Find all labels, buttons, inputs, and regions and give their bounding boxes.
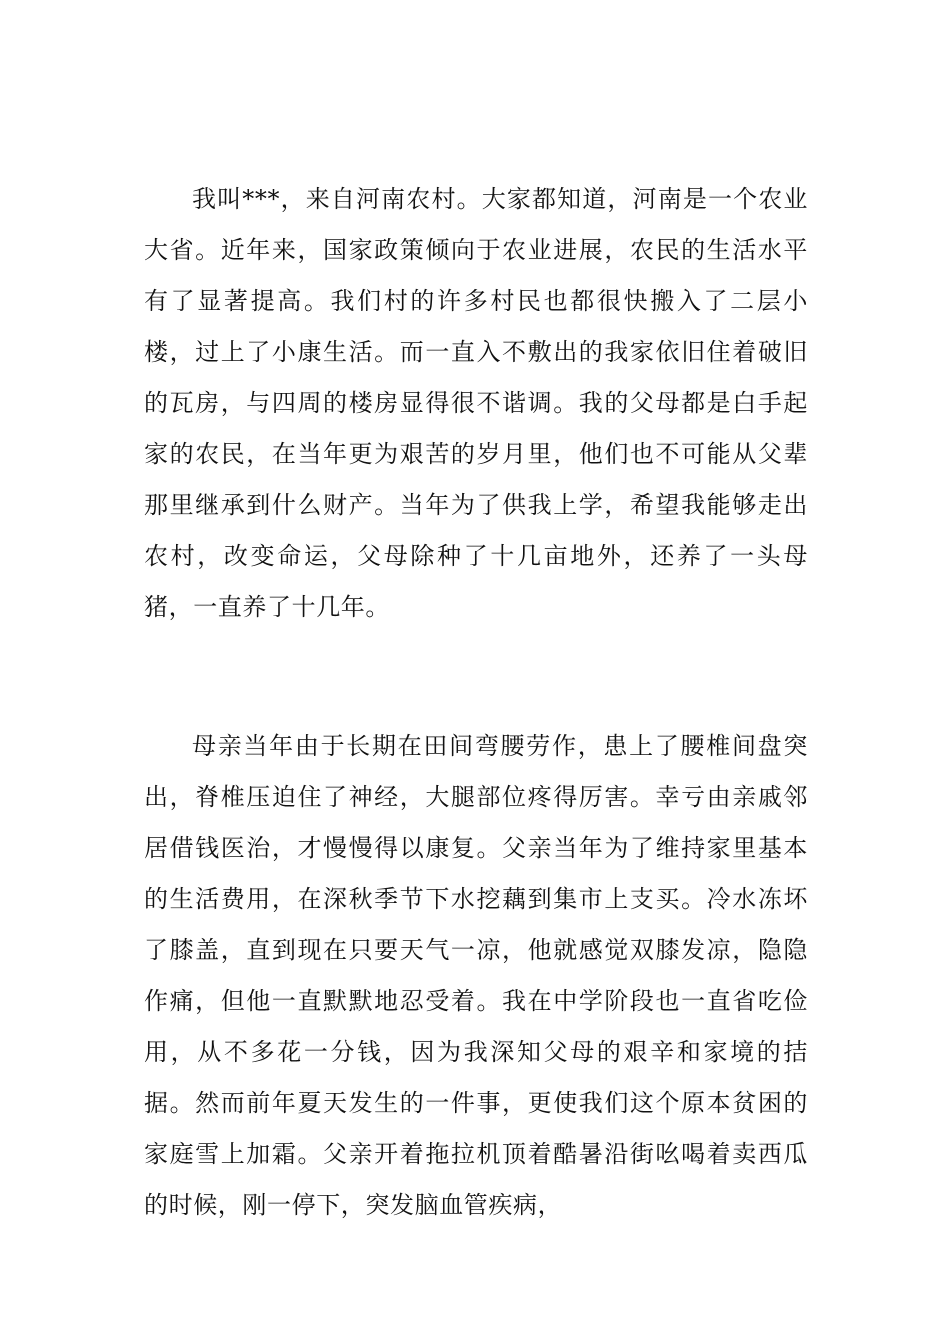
paragraph-1: 我叫***，来自河南农村。大家都知道，河南是一个农业大省。近年来，国家政策倾向于农业进展，农民的生活水平有了显著提高。我们村的许多村民也都很快搬入了二层小楼，过上了小康生活。而一直入不敷出的我家依旧住着破旧的瓦房，与四周的楼房显得很不谐调。我的父母都是白手起家的农民，在当年更为艰苦的岁月里，他们也不可能从父辈那里继承到什么财产。当年为了供我上学，希望我能够走出农村，改变命运，父母除种了十几亩地外，还养了一头母猪，一直养了十几年。 (144, 185, 808, 621)
paragraph-2: 母亲当年由于长期在田间弯腰劳作，患上了腰椎间盘突出，脊椎压迫住了神经，大腿部位疼得厉害。幸亏由亲戚邻居借钱医治，才慢慢得以康复。父亲当年为了维持家里基本的生活费用，在深秋季节下水挖藕到集市上支买。冷水冻坏了膝盖，直到现在只要天气一凉，他就感觉双膝发凉，隐隐作痛，但他一直默默地忍受着。我在中学阶段也一直省吃俭用，从不多花一分钱，因为我深知父母的艰辛和家境的拮据。然而前年夏天发生的一件事，更使我们这个原本贫困的家庭雪上加霜。父亲开着拖拉机顶着酷暑沿街吆喝着卖西瓜的时候，刚一停下，突发脑血管疾病， (144, 732, 808, 1219)
